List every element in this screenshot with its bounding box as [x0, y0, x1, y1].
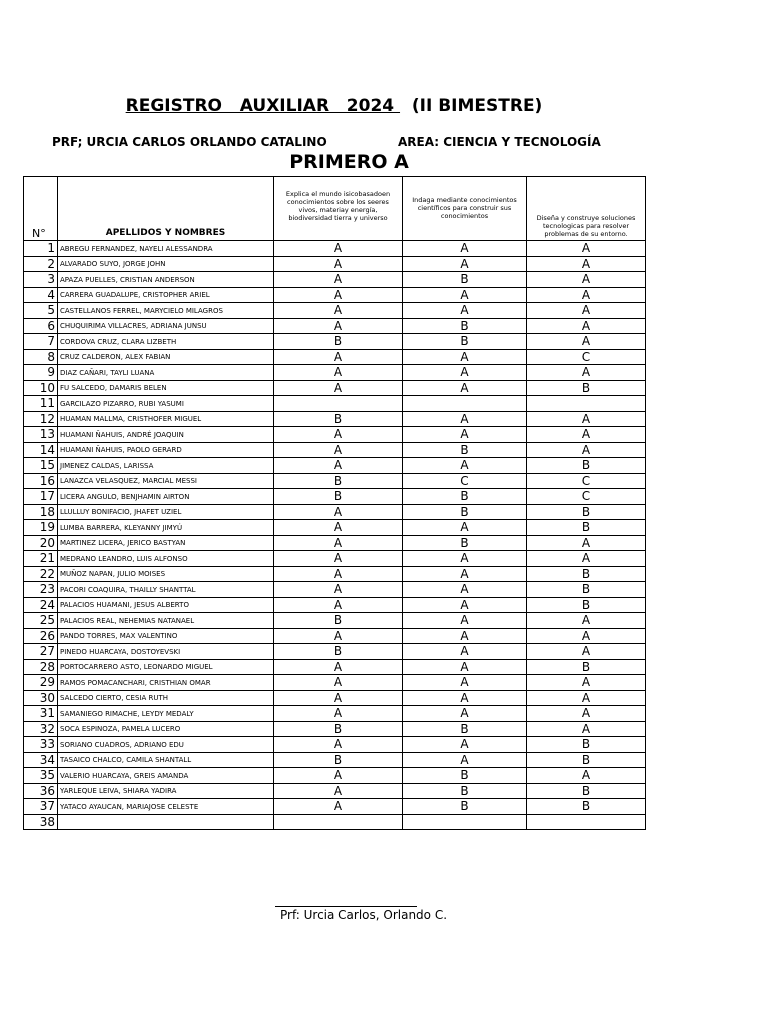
table-row — [24, 272, 646, 288]
grade-competency-1: A — [274, 535, 403, 551]
column-header-competency-3 — [527, 177, 646, 241]
table-row — [24, 597, 646, 613]
row-number: 6 — [24, 318, 58, 334]
grade-competency-3: A — [527, 613, 646, 629]
column-header-number: N° — [24, 177, 58, 241]
row-number: 9 — [24, 365, 58, 381]
student-name: SORIANO CUADROS, ADRIANO EDU — [58, 737, 274, 753]
student-name: SOCA ESPINOZA, PAMELA LUCERO — [58, 721, 274, 737]
row-number: 14 — [24, 442, 58, 458]
table-row — [24, 582, 646, 598]
grade-competency-3: A — [527, 628, 646, 644]
row-number: 13 — [24, 427, 58, 443]
table-row — [24, 799, 646, 815]
grade-competency-2: B — [403, 272, 527, 288]
section-title: PRIMERO A — [289, 151, 409, 173]
row-number: 28 — [24, 659, 58, 675]
grade-competency-1: B — [274, 473, 403, 489]
student-name — [58, 814, 274, 830]
table-row — [24, 349, 646, 365]
grade-competency-3: A — [527, 442, 646, 458]
column-header-competency-2 — [403, 177, 527, 241]
grade-competency-3: B — [527, 582, 646, 598]
student-name: LUMBA BARRERA, KLEYANNY JIMYÚ — [58, 520, 274, 536]
grade-competency-1: A — [274, 287, 403, 303]
grade-competency-2: A — [403, 380, 527, 396]
grade-competency-3: A — [527, 427, 646, 443]
row-number: 16 — [24, 473, 58, 489]
row-number: 31 — [24, 706, 58, 722]
grade-competency-2: A — [403, 582, 527, 598]
table-row — [24, 535, 646, 551]
grade-competency-2: A — [403, 241, 527, 257]
row-number: 37 — [24, 799, 58, 815]
row-number: 7 — [24, 334, 58, 350]
signature-name: Prf: Urcia Carlos, Orlando C. — [280, 908, 448, 922]
grade-competency-2: A — [403, 613, 527, 629]
row-number: 20 — [24, 535, 58, 551]
row-number: 38 — [24, 814, 58, 830]
grade-competency-1: A — [274, 442, 403, 458]
table-row — [24, 396, 646, 412]
competency-2-text: Indaga mediante conocimientos científicos para construir sus conocimientos — [412, 196, 517, 220]
grade-competency-1: A — [274, 675, 403, 691]
row-number: 27 — [24, 644, 58, 660]
grade-competency-2: A — [403, 349, 527, 365]
row-number: 33 — [24, 737, 58, 753]
grade-competency-2: A — [403, 659, 527, 675]
student-name: CHUQUIRIMA VILLACRES, ADRIANA JUNSU — [58, 318, 274, 334]
row-number: 25 — [24, 613, 58, 629]
grade-competency-1: B — [274, 752, 403, 768]
row-number: 22 — [24, 566, 58, 582]
table-row — [24, 659, 646, 675]
grade-competency-1: A — [274, 256, 403, 272]
student-name: SAMANIEGO RIMACHE, LEYDY MEDALY — [58, 706, 274, 722]
grade-competency-2: A — [403, 706, 527, 722]
grade-competency-1: A — [274, 504, 403, 520]
grade-competency-1: B — [274, 721, 403, 737]
grade-competency-1: A — [274, 303, 403, 319]
table-row — [24, 427, 646, 443]
grade-competency-3: B — [527, 520, 646, 536]
table-row — [24, 489, 646, 505]
grade-competency-3: A — [527, 303, 646, 319]
grade-competency-2: A — [403, 690, 527, 706]
grade-competency-2: A — [403, 256, 527, 272]
grade-competency-1: A — [274, 659, 403, 675]
grade-competency-3: C — [527, 489, 646, 505]
table-row — [24, 737, 646, 753]
table-row — [24, 303, 646, 319]
grade-competency-2: B — [403, 442, 527, 458]
grade-competency-3: A — [527, 535, 646, 551]
grade-competency-2: A — [403, 566, 527, 582]
title-main: REGISTRO AUXILIAR 2024 — [125, 96, 401, 116]
row-number: 17 — [24, 489, 58, 505]
grade-competency-1: A — [274, 799, 403, 815]
grade-competency-1: A — [274, 690, 403, 706]
table-row — [24, 256, 646, 272]
grade-competency-1: A — [274, 272, 403, 288]
grade-competency-2: A — [403, 644, 527, 660]
grade-competency-1: B — [274, 613, 403, 629]
student-name: CARRERA GUADALUPE, CRISTOPHER ARIEL — [58, 287, 274, 303]
student-name: ALVARADO SUYO, JORGE JOHN — [58, 256, 274, 272]
grade-competency-3: B — [527, 566, 646, 582]
table-row — [24, 675, 646, 691]
table-row — [24, 613, 646, 629]
grade-competency-3: A — [527, 675, 646, 691]
grade-competency-1: B — [274, 489, 403, 505]
student-name: LANAZCA VELASQUEZ, MARCIAL MESSI — [58, 473, 274, 489]
row-number: 36 — [24, 783, 58, 799]
column-header-competency-1 — [274, 177, 403, 241]
student-name: LICERA ANGULO, BENJHAMIN AIRTON — [58, 489, 274, 505]
grade-competency-1 — [274, 396, 403, 412]
grade-competency-3: B — [527, 597, 646, 613]
grade-competency-1: A — [274, 318, 403, 334]
grade-competency-1: A — [274, 349, 403, 365]
student-name: PALACIOS HUAMANI, JESUS ALBERTO — [58, 597, 274, 613]
student-name: APAZA PUELLES, CRISTIAN ANDERSON — [58, 272, 274, 288]
grade-competency-2: A — [403, 287, 527, 303]
title-suffix: (II BIMESTRE) — [400, 96, 543, 116]
student-name: PANDO TORRES, MAX VALENTINO — [58, 628, 274, 644]
grade-competency-3: B — [527, 380, 646, 396]
grade-competency-3: A — [527, 551, 646, 567]
grade-competency-1: A — [274, 737, 403, 753]
table-row — [24, 551, 646, 567]
grade-competency-3 — [527, 396, 646, 412]
student-name: TASAICO CHALCO, CAMILA SHANTALL — [58, 752, 274, 768]
grade-competency-3: A — [527, 706, 646, 722]
table-row — [24, 644, 646, 660]
grade-competency-2: A — [403, 628, 527, 644]
student-name: SALCEDO CIERTO, CESIA RUTH — [58, 690, 274, 706]
grade-competency-3: A — [527, 256, 646, 272]
grade-competency-2: A — [403, 427, 527, 443]
document-title — [0, 96, 668, 116]
grade-competency-3: A — [527, 318, 646, 334]
grade-competency-3: A — [527, 690, 646, 706]
row-number: 19 — [24, 520, 58, 536]
grade-competency-2: B — [403, 318, 527, 334]
student-name: HUAMANI ÑAHUIS, ANDRÉ JOAQUIN — [58, 427, 274, 443]
grade-competency-2: B — [403, 768, 527, 784]
table-row — [24, 628, 646, 644]
row-number: 11 — [24, 396, 58, 412]
grade-competency-2: B — [403, 334, 527, 350]
student-name: PALACIOS REAL, NEHEMIAS NATANAEL — [58, 613, 274, 629]
grade-competency-1: A — [274, 380, 403, 396]
grade-competency-2: B — [403, 721, 527, 737]
row-number: 26 — [24, 628, 58, 644]
row-number: 1 — [24, 241, 58, 257]
row-number: 12 — [24, 411, 58, 427]
student-name: YARLEQUE LEIVA, SHIARA YADIRA — [58, 783, 274, 799]
grade-competency-1: A — [274, 597, 403, 613]
row-number: 30 — [24, 690, 58, 706]
table-row — [24, 334, 646, 350]
student-name: DIAZ CAÑARI, TAYLI LUANA — [58, 365, 274, 381]
grade-competency-1: A — [274, 783, 403, 799]
row-number: 23 — [24, 582, 58, 598]
grade-competency-3: B — [527, 799, 646, 815]
signature-line — [275, 906, 417, 907]
table-row — [24, 706, 646, 722]
grade-competency-1: A — [274, 458, 403, 474]
student-name: HUAMAN MALLMA, CRISTHOFER MIGUEL — [58, 411, 274, 427]
grade-competency-3: C — [527, 473, 646, 489]
student-name: YATACO AYAUCAN, MARIAJOSE CELESTE — [58, 799, 274, 815]
grade-competency-2 — [403, 814, 527, 830]
competency-3-text: Diseña y construye soluciones tecnologicas para resolver problemas de su entorno. — [536, 214, 636, 238]
column-header-name: APELLIDOS Y NOMBRES — [58, 177, 274, 241]
row-number: 29 — [24, 675, 58, 691]
grade-competency-1 — [274, 814, 403, 830]
grade-competency-2: A — [403, 520, 527, 536]
grade-competency-3: A — [527, 644, 646, 660]
table-row — [24, 520, 646, 536]
grade-competency-3: A — [527, 287, 646, 303]
grade-competency-2: A — [403, 411, 527, 427]
table-row — [24, 721, 646, 737]
grade-competency-2: A — [403, 365, 527, 381]
grade-competency-3: A — [527, 721, 646, 737]
grade-competency-3: B — [527, 458, 646, 474]
student-name: PACORI COAQUIRA, THAILLY SHANTTAL — [58, 582, 274, 598]
row-number: 5 — [24, 303, 58, 319]
grade-competency-1: A — [274, 520, 403, 536]
student-name: LLULLUY BONIFACIO, JHAFET UZIEL — [58, 504, 274, 520]
row-number: 35 — [24, 768, 58, 784]
table-row — [24, 380, 646, 396]
area-label: AREA: CIENCIA Y TECNOLOGÍA — [398, 135, 601, 149]
competency-1-text: Explica el mundo isicobasadoen conocimientos sobre los seeres vivos, materiay energía, biodiversidad tierra y universo — [285, 190, 391, 222]
student-name: MARTINEZ LICERA, JERICO BASTYAN — [58, 535, 274, 551]
table-row — [24, 411, 646, 427]
grade-competency-3: B — [527, 659, 646, 675]
student-name: GARCILAZO PIZARRO, RUBI YASUMI — [58, 396, 274, 412]
grade-competency-1: A — [274, 706, 403, 722]
table-row — [24, 690, 646, 706]
table-row — [24, 814, 646, 830]
grade-competency-2: A — [403, 675, 527, 691]
table-row — [24, 783, 646, 799]
grade-competency-2: A — [403, 303, 527, 319]
grade-competency-2: C — [403, 473, 527, 489]
student-name: CASTELLANOS FERREL, MARYCIELO MILAGROS — [58, 303, 274, 319]
grade-competency-1: A — [274, 566, 403, 582]
grade-competency-3: C — [527, 349, 646, 365]
student-name: CORDOVA CRUZ, CLARA LIZBETH — [58, 334, 274, 350]
grade-competency-1: B — [274, 411, 403, 427]
table-row — [24, 241, 646, 257]
table-row — [24, 318, 646, 334]
row-number: 24 — [24, 597, 58, 613]
grade-competency-2: B — [403, 783, 527, 799]
grade-competency-3: A — [527, 768, 646, 784]
table-row — [24, 752, 646, 768]
table-row — [24, 365, 646, 381]
row-number: 18 — [24, 504, 58, 520]
row-number: 10 — [24, 380, 58, 396]
row-number: 8 — [24, 349, 58, 365]
student-name: CRUZ CALDERON, ALEX FABIAN — [58, 349, 274, 365]
row-number: 4 — [24, 287, 58, 303]
table-row — [24, 768, 646, 784]
row-number: 21 — [24, 551, 58, 567]
grade-competency-1: A — [274, 427, 403, 443]
student-name: PINEDO HUARCAYA, DOSTOYEVSKI — [58, 644, 274, 660]
grade-competency-1: A — [274, 241, 403, 257]
grade-competency-3: B — [527, 783, 646, 799]
grades-table — [23, 176, 646, 830]
grade-competency-3 — [527, 814, 646, 830]
grade-competency-3: A — [527, 272, 646, 288]
student-name: MUÑOZ NAPAN, JULIO MOISES — [58, 566, 274, 582]
grade-competency-2: B — [403, 535, 527, 551]
row-number: 15 — [24, 458, 58, 474]
student-name: ABREGU FERNANDEZ, NAYELI ALESSANDRA — [58, 241, 274, 257]
grade-competency-2: A — [403, 597, 527, 613]
grade-competency-2: B — [403, 799, 527, 815]
grade-competency-3: B — [527, 737, 646, 753]
table-header-row — [24, 177, 646, 241]
student-name: FU SALCEDO, DAMARIS BELEN — [58, 380, 274, 396]
table-row — [24, 287, 646, 303]
grade-competency-1: B — [274, 644, 403, 660]
grade-competency-3: A — [527, 334, 646, 350]
student-name: PORTOCARRERO ASTO, LEONARDO MIGUEL — [58, 659, 274, 675]
grade-competency-1: A — [274, 365, 403, 381]
table-row — [24, 473, 646, 489]
grade-competency-3: A — [527, 241, 646, 257]
grade-competency-3: A — [527, 365, 646, 381]
grade-competency-3: B — [527, 504, 646, 520]
row-number: 3 — [24, 272, 58, 288]
grade-competency-1: A — [274, 768, 403, 784]
grade-competency-1: A — [274, 551, 403, 567]
grade-competency-2 — [403, 396, 527, 412]
row-number: 32 — [24, 721, 58, 737]
table-row — [24, 442, 646, 458]
table-row — [24, 458, 646, 474]
student-name: RAMOS POMACANCHARI, CRISTHIAN OMAR — [58, 675, 274, 691]
grade-competency-2: A — [403, 551, 527, 567]
grade-competency-2: A — [403, 737, 527, 753]
grade-competency-2: B — [403, 504, 527, 520]
student-name: HUAMANI ÑAHUIS, PAOLO GERARD — [58, 442, 274, 458]
grade-competency-2: B — [403, 489, 527, 505]
table-row — [24, 504, 646, 520]
grade-competency-1: A — [274, 628, 403, 644]
teacher-label: PRF; URCIA CARLOS ORLANDO CATALINO — [52, 135, 327, 149]
grade-competency-1: A — [274, 582, 403, 598]
row-number: 34 — [24, 752, 58, 768]
table-row — [24, 566, 646, 582]
student-name: VALERIO HUARCAYA, GREIS AMANDA — [58, 768, 274, 784]
student-name: JIMENEZ CALDAS, LARISSA — [58, 458, 274, 474]
grade-competency-1: B — [274, 334, 403, 350]
grade-competency-3: B — [527, 752, 646, 768]
grade-competency-3: A — [527, 411, 646, 427]
student-name: MEDRANO LEANDRO, LUIS ALFONSO — [58, 551, 274, 567]
row-number: 2 — [24, 256, 58, 272]
grade-competency-2: A — [403, 458, 527, 474]
grade-competency-2: A — [403, 752, 527, 768]
